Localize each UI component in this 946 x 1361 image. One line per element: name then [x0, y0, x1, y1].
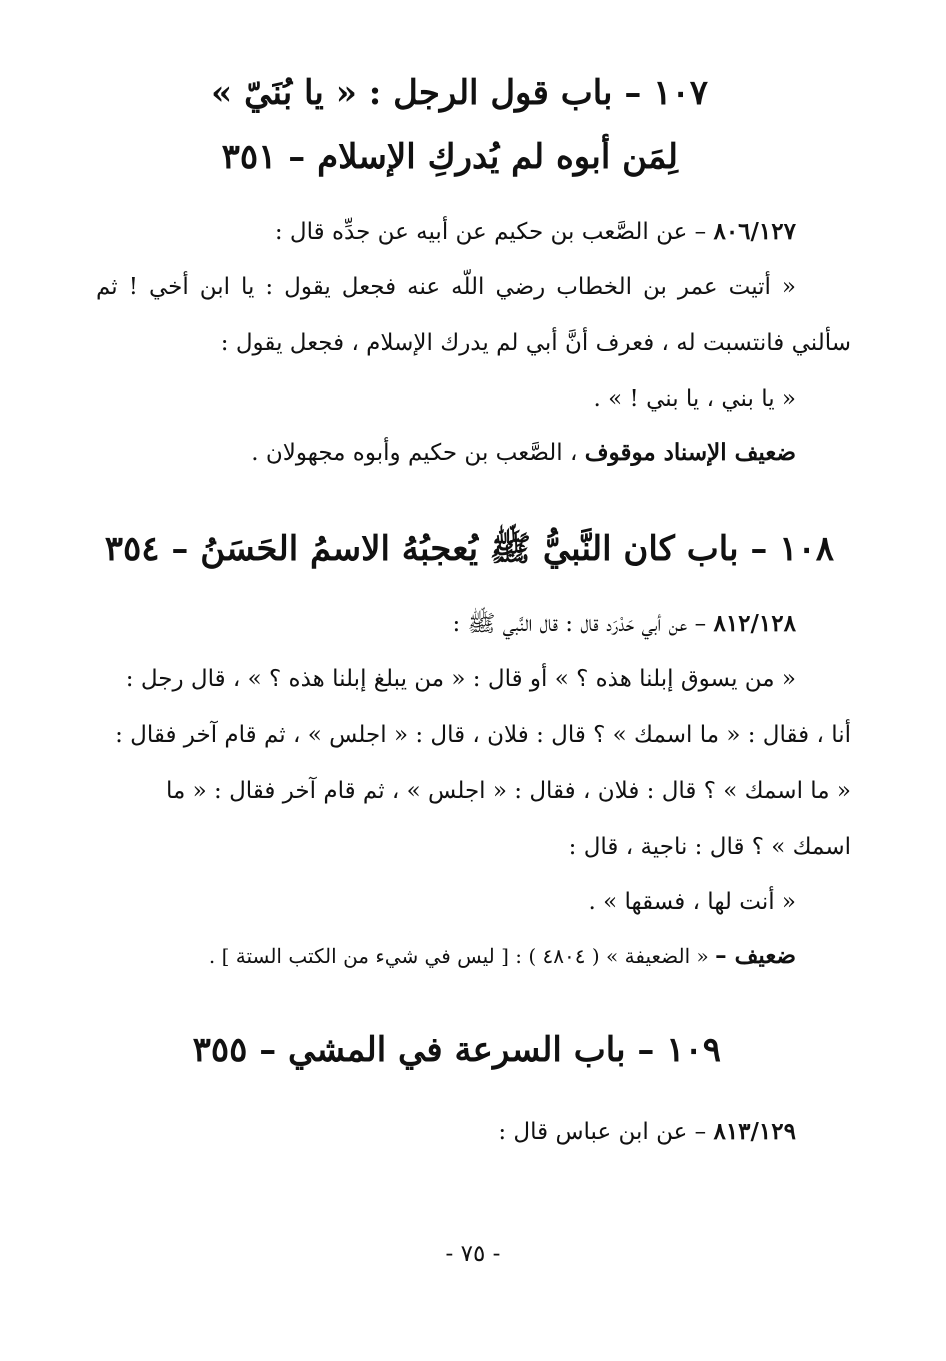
page-number: - ٧٥ -	[445, 1241, 501, 1267]
grade-note: ، الصَّعب بن حكيم وأبوه مجهولان .	[251, 440, 585, 466]
chapter-109-title: ١٠٩ – باب السرعة في المشي – ٣٥٥	[192, 1030, 721, 1070]
hadith-129-number: ٨١٣/١٢٩	[713, 1118, 796, 1145]
hadith-128-number: ٨١٢/١٢٨	[713, 610, 796, 637]
hadith-128-heading	[453, 612, 796, 636]
hadith-128-text-line: « ما اسمك » ؟ قال : فلان ، فقال : « اجلس » ، ثم قام آخر فقال : « ما	[165, 778, 851, 804]
hadith-127-text-line: سألني فانتسبت له ، فعرف أنَّ أبي لم يدرك الإسلام ، فجعل يقول :	[220, 330, 851, 356]
hadith-128-text-line: « من يسوق إبلنا هذه ؟ » أو قال : « من يبلغ إبلنا هذه ؟ » ، قال رجل :	[125, 666, 796, 692]
hadith-127-intro: – عن الصَّعب بن حكيم عن أبيه عن جدِّه قال :	[274, 219, 714, 245]
hadith-128-text-line: « أنت لها ، فسقها » .	[588, 889, 796, 915]
hadith-128-text-line: أنا ، فقال : « ما اسمك » ؟ قال : فلان ، قال : « اجلس » ، ثم قام آخر فقال :	[115, 722, 851, 748]
grade-label: ضعيف –	[715, 942, 796, 969]
grade-label: ضعيف الإسناد موقوف	[584, 439, 796, 466]
chapter-107-title: ١٠٧ – باب قول الرجل : « يا بُنَيّ »	[211, 73, 708, 113]
hadith-127-number: ٨٠٦/١٢٧	[713, 218, 796, 245]
chapter-108-title: ١٠٨ – باب كان النَّبيُّ ﷺ يُعجبُهُ الاسمُ الحَسَنُ – ٣٥٤	[104, 529, 834, 569]
hadith-127-text-line: « يا بني ، يا بني ! » .	[593, 386, 796, 412]
hadith-127-text-line: « أتيت عمر بن الخطاب رضي اللّه عنه فجعل يقول : يا ابن أخي ! ثم	[96, 274, 796, 300]
hadith-127-heading	[275, 220, 796, 244]
hadith-128-intro: – عن أبي حَدْرَد قال : قال النَّبي ﷺ :	[452, 611, 714, 637]
hadith-129-heading	[498, 1120, 796, 1144]
hadith-129-intro: – عن ابن عباس قال :	[498, 1119, 714, 1145]
chapter-107-subtitle: لِمَن أبوه لم يُدركِ الإسلام – ٣٥١	[221, 137, 678, 177]
hadith-128-grade	[209, 944, 796, 968]
grade-note: « الضعيفة » ( ٤٨٠٤ ) : [ ليس في شيء من الكتب الستة ] .	[208, 944, 716, 968]
hadith-127-grade	[251, 441, 796, 465]
hadith-128-text-line: اسمك » ؟ قال : ناجية ، قال :	[568, 834, 851, 860]
